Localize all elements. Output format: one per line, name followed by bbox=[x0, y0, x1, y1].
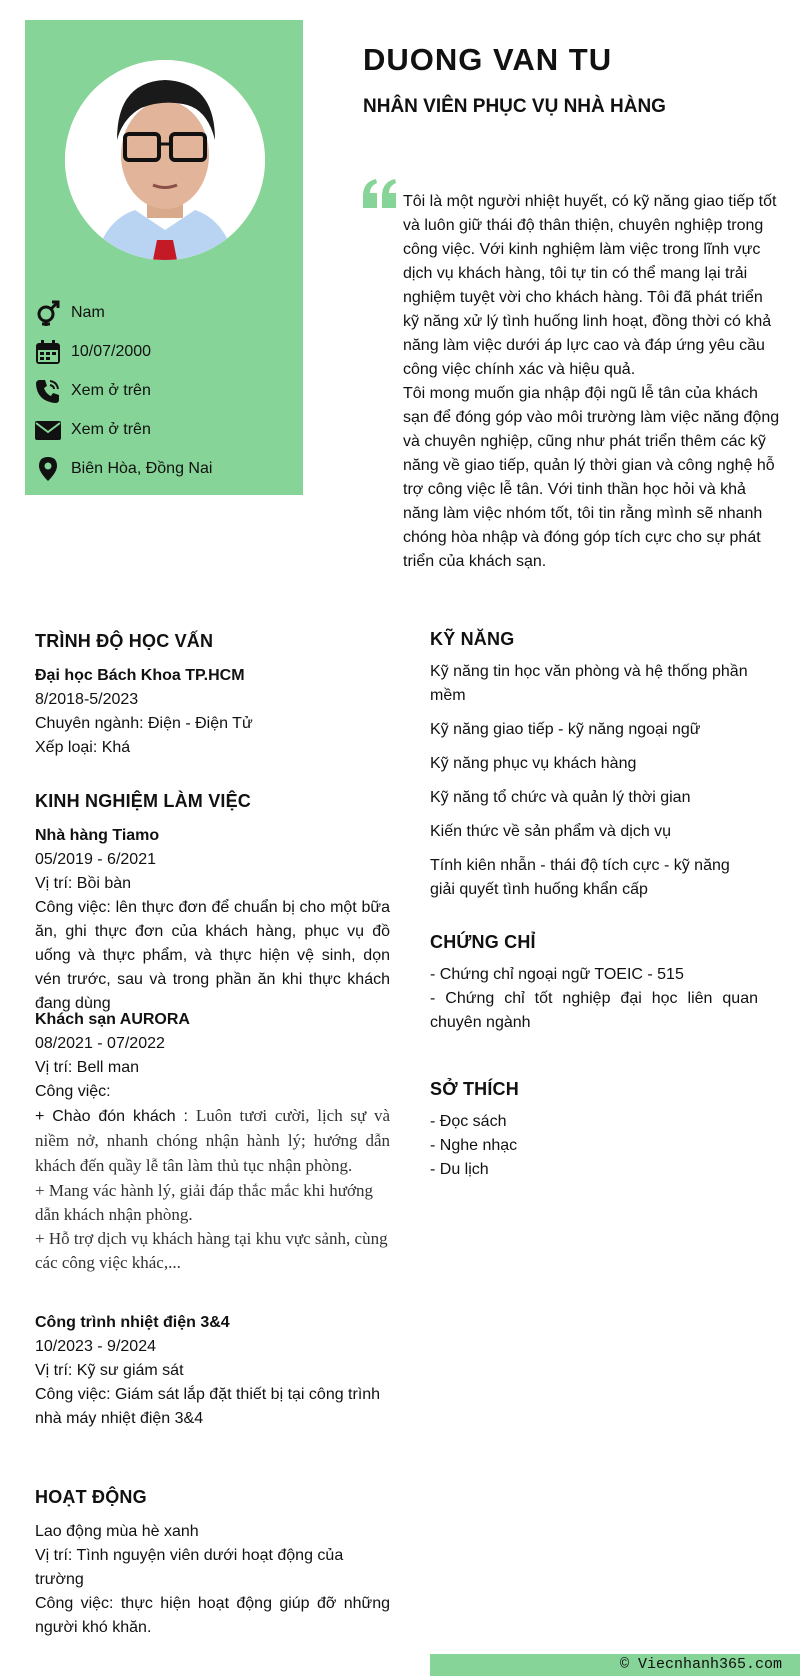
hobbies-heading: SỞ THÍCH bbox=[430, 1079, 519, 1099]
mail-icon bbox=[35, 417, 61, 443]
job-duty-text: Luôn tươi cười, lịch sự và niềm nở, nhanh chóng nhận hành lý; hướng dẫn khách đến quầy lễ tân làm thủ tục nhận phòng. bbox=[35, 1106, 390, 1175]
quote-icon bbox=[361, 178, 399, 215]
job-period: 05/2019 - 6/2021 bbox=[35, 851, 156, 868]
job-item bbox=[35, 1311, 390, 1431]
footer-bar bbox=[430, 1654, 800, 1676]
job-duty bbox=[35, 1104, 390, 1179]
activity-name: Lao động mùa hè xanh bbox=[35, 1523, 199, 1540]
job-position: Vị trí: Bell man bbox=[35, 1059, 140, 1076]
certificates-list bbox=[430, 963, 758, 1035]
profile-card bbox=[25, 20, 303, 495]
summary-paragraph: Tôi là một người nhiệt huyết, có kỹ năng giao tiếp tốt và luôn giữ thái độ thân thiện, chuyên nghiệp trong công việc. Với kinh nghiệm làm việc trong lĩnh vực dịch vụ khách hàng, tôi tự tin có thể mang lại trải nghiệm tuyệt vời cho khách hàng. Tôi đã phát triển kỹ năng xử lý tình huống linh hoạt, đồng thời có khả năng làm việc dưới áp lực cao và đáp ứng yêu cầu công việc chính xác và hiệu quả. bbox=[403, 193, 777, 378]
job-duty-lead: + Chào đón khách : bbox=[35, 1108, 188, 1125]
skill-item: Kỹ năng giao tiếp - kỹ năng ngoại ngữ bbox=[430, 721, 701, 738]
education-heading: TRÌNH ĐỘ HỌC VẤN bbox=[35, 631, 214, 651]
certificates-heading: CHỨNG CHỈ bbox=[430, 932, 536, 952]
job-period: 08/2021 - 07/2022 bbox=[35, 1035, 165, 1052]
hobby-item: - Du lịch bbox=[430, 1161, 489, 1178]
footer-credit: © Viecnhanh365.com bbox=[619, 1656, 782, 1673]
activity-position: Vị trí: Tình nguyện viên dưới hoạt động của trường bbox=[35, 1547, 344, 1588]
job-duties: Công việc: lên thực đơn để chuẩn bị cho một bữa ăn, ghi thực đơn của khách hàng, phục vụ đồ uống và thực phẩm, và thực hiện vệ sinh, dọn vén trước, sau và trong phần ăn khi thực khách đang dùng bbox=[35, 899, 390, 1012]
education-rank: Xếp loại: Khá bbox=[35, 739, 131, 756]
avatar-photo bbox=[65, 60, 265, 260]
contact-gender bbox=[35, 299, 105, 327]
candidate-name: DUONG VAN TU bbox=[363, 42, 613, 77]
job-item bbox=[35, 1008, 390, 1275]
job-duty: + Mang vác hành lý, giải đáp thắc mắc khi hướng dẫn khách nhận phòng. bbox=[35, 1181, 373, 1224]
skill-item: Kỹ năng tổ chức và quản lý thời gian bbox=[430, 789, 691, 806]
hobbies-list bbox=[430, 1110, 758, 1182]
phone-icon bbox=[35, 378, 61, 404]
career-summary bbox=[403, 190, 783, 574]
activity-duties: Công việc: thực hiện hoạt động giúp đỡ những người khó khăn. bbox=[35, 1595, 390, 1636]
certificate-item: - Chứng chỉ ngoại ngữ TOEIC - 515 bbox=[430, 966, 684, 983]
experience-heading: KINH NGHIỆM LÀM VIỆC bbox=[35, 791, 252, 811]
contact-phone bbox=[35, 377, 151, 405]
education-section bbox=[35, 664, 390, 760]
education-period: 8/2018-5/2023 bbox=[35, 691, 139, 708]
location-icon bbox=[35, 456, 61, 482]
job-item bbox=[35, 824, 390, 1016]
skill-item: Kỹ năng phục vụ khách hàng bbox=[430, 755, 637, 772]
job-period: 10/2023 - 9/2024 bbox=[35, 1338, 156, 1355]
job-duties: Công việc: Giám sát lắp đặt thiết bị tại công trình nhà máy nhiệt điện 3&4 bbox=[35, 1386, 381, 1427]
job-duties-label: Công việc: bbox=[35, 1083, 111, 1100]
contact-address bbox=[35, 455, 212, 483]
job-title: NHÂN VIÊN PHỤC VỤ NHÀ HÀNG bbox=[363, 96, 666, 117]
skill-item: Tính kiên nhẫn - thái độ tích cực - kỹ năng giải quyết tình huống khẩn cấp bbox=[430, 857, 730, 898]
summary-paragraph: Tôi mong muốn gia nhập đội ngũ lễ tân của khách sạn để đóng góp vào môi trường làm việc năng động và chuyên nghiệp, cũng như phát triển thêm các kỹ năng về giao tiếp, quản lý thời gian và công nghệ hỗ trợ công việc lễ tân. Với tinh thần học hỏi và khả năng làm việc nhóm tốt, tôi tin rằng mình sẽ nhanh chóng hòa nhập và đóng góp tích cực cho sự phát triển của khách sạn. bbox=[403, 385, 780, 570]
hobby-item: - Nghe nhạc bbox=[430, 1137, 518, 1154]
activity-item bbox=[35, 1520, 390, 1640]
address-value: Biên Hòa, Đồng Nai bbox=[71, 460, 213, 477]
contact-birthday bbox=[35, 338, 151, 366]
job-company: Nhà hàng Tiamo bbox=[35, 827, 160, 844]
school-name: Đại học Bách Khoa TP.HCM bbox=[35, 667, 245, 684]
certificate-item: - Chứng chỉ tốt nghiệp đại học liên quan chuyên ngành bbox=[430, 990, 758, 1031]
birthday-value: 10/07/2000 bbox=[71, 343, 152, 360]
email-value: Xem ở trên bbox=[71, 421, 151, 438]
hobby-item: - Đọc sách bbox=[430, 1113, 507, 1130]
gender-icon bbox=[35, 300, 61, 326]
skill-item: Kỹ năng tin học văn phòng và hệ thống phần mềm bbox=[430, 663, 748, 704]
job-duty: + Hỗ trợ dịch vụ khách hàng tại khu vực sảnh, cùng các công việc khác,... bbox=[35, 1229, 388, 1272]
job-position: Vị trí: Kỹ sư giám sát bbox=[35, 1362, 184, 1379]
skills-heading: KỸ NĂNG bbox=[430, 629, 515, 649]
job-company: Công trình nhiệt điện 3&4 bbox=[35, 1314, 230, 1331]
skills-list bbox=[430, 660, 758, 902]
calendar-icon bbox=[35, 339, 61, 365]
skill-item: Kiến thức về sản phẩm và dịch vụ bbox=[430, 823, 672, 840]
education-major: Chuyên ngành: Điện - Điện Tử bbox=[35, 715, 253, 732]
gender-value: Nam bbox=[71, 304, 105, 321]
phone-value: Xem ở trên bbox=[71, 382, 151, 399]
activities-heading: HOẠT ĐỘNG bbox=[35, 1487, 147, 1507]
avatar bbox=[65, 60, 265, 260]
job-position: Vị trí: Bồi bàn bbox=[35, 875, 132, 892]
contact-email bbox=[35, 416, 151, 444]
job-company: Khách sạn AURORA bbox=[35, 1011, 190, 1028]
